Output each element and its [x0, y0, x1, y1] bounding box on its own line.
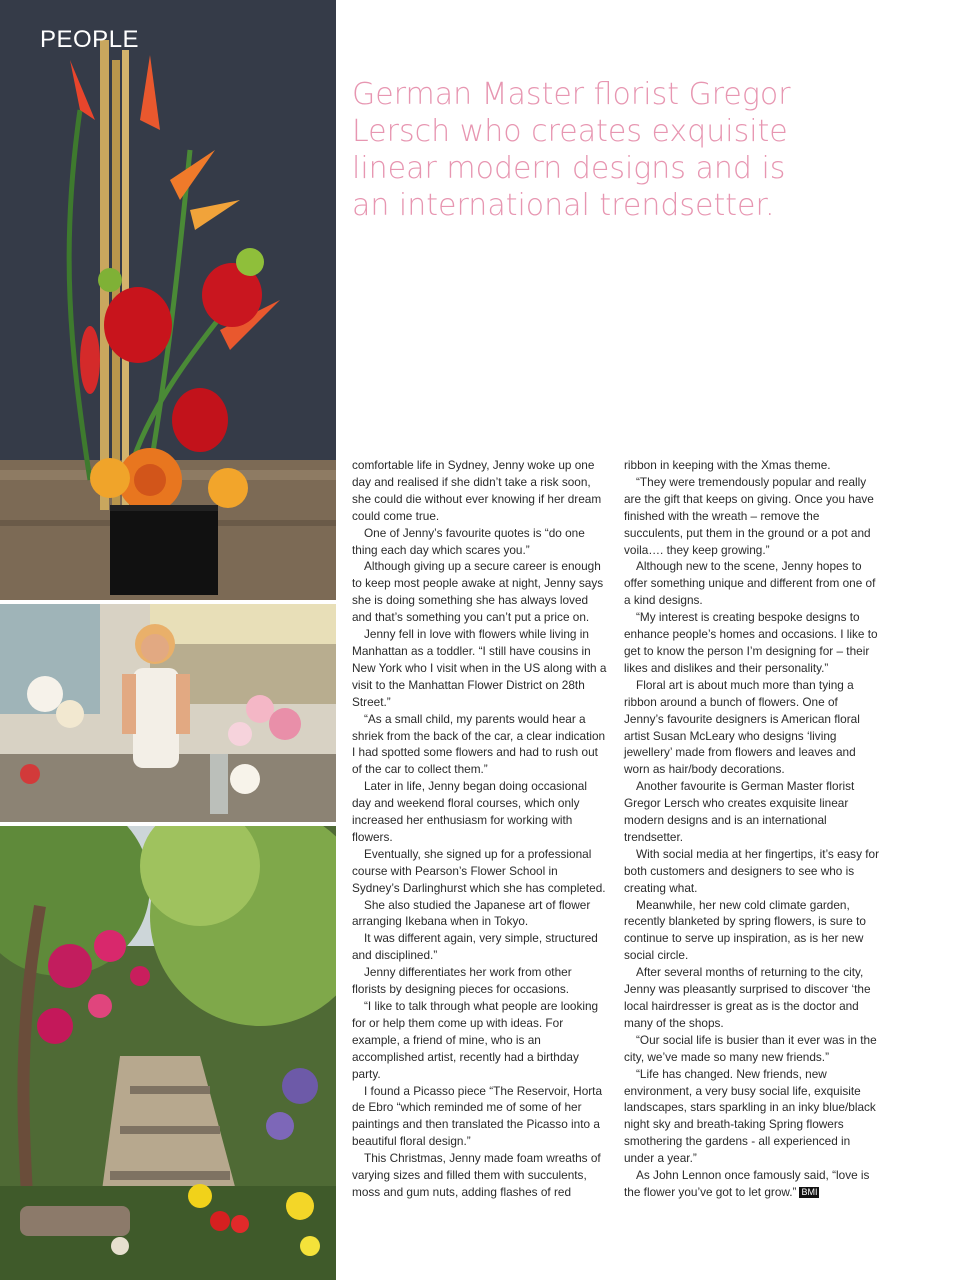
paragraph-final-text: As John Lennon once famously said, “love is the flower you’ve got to let grow.” [624, 1168, 870, 1199]
paragraph: After several months of returning to the city, Jenny was pleasantly surprised to discover ‘the local hairdresser is great as is the doctor and many of the shops. [624, 965, 871, 1030]
photo-spring-garden [0, 826, 336, 1280]
pull-quote: German Master florist Gregor Lersch who creates exquisite linear modern designs and is an international trendsetter. [352, 77, 791, 223]
paragraph: “Our social life is busier than it ever was in the city, we’ve made so many new friends.” [624, 1032, 877, 1064]
paragraph: ribbon in keeping with the Xmas theme. [624, 458, 831, 472]
paragraph: Although new to the scene, Jenny hopes to offer something unique and different from one of a kind designs. [624, 559, 876, 608]
paragraph: “I like to talk through what people are looking for or help them come up with ideas. For example, a friend of mine, who is an accomplished artist, recently had a birthday party. [352, 999, 599, 1081]
photo-column [0, 0, 336, 1280]
section-label: PEOPLE [40, 26, 140, 53]
paragraph: Jenny fell in love with flowers while living in Manhattan as a toddler. “I still have cousins in New York who I visit when in the US along with a visit to the Manhattan Flower District on 28th Street.” [352, 627, 607, 709]
photo-jenny-kitchen [0, 604, 336, 822]
paragraph: She also studied the Japanese art of flower arranging Ikebana when in Tokyo. [352, 897, 591, 929]
paragraph: Although giving up a secure career is enough to keep most people awake at night, Jenny says she is doing something she has always loved and that’s something you can’t put a price on. [352, 559, 604, 625]
paragraph: I found a Picasso piece “The Reservoir, Horta de Ebro “which reminded me of some of her paintings and then translated the Picasso into a beautiful floral design.” [352, 1083, 603, 1149]
paragraph: “My interest is creating bespoke designs to enhance people’s homes and occasions. I like to get to know the person I’m designing for – their likes and dislikes and their personality.” [624, 610, 878, 675]
photo-tropical-arrangement [0, 0, 336, 600]
paragraph: Meanwhile, her new cold climate garden, recently blanketed by spring flowers, is sure to continue to serve up inspiration, as is her new social circle. [624, 897, 866, 963]
paragraph: Later in life, Jenny began doing occasional day and weekend floral courses, which only increased her enthusiasm for working with flowers. [352, 779, 587, 844]
paragraph: Floral art is about much more than tying a ribbon around a bunch of flowers. One of Jenny’s favourite designers is American floral artist Susan McLeary who designs ‘living jewellery’ made from flowers and leaves and worn as hair/body decorations. [624, 677, 860, 777]
paragraph: “They were tremendously popular and really are the gift that keeps on giving. Once you have finished with the wreath – remove the succulents, put them in the ground or a pot and voila…. they keep growing.” [624, 474, 874, 557]
paragraph: comfortable life in Sydney, Jenny woke up one day and realised if she didn’t take a risk soon, she could die without ever knowing if her dream could come true. [352, 458, 602, 523]
paragraph: This Christmas, Jenny made foam wreaths of varying sizes and filled them with succulents, moss and gum nuts, adding flashes of red [352, 1151, 601, 1199]
article-column-left [352, 457, 608, 1201]
article-column-right [624, 457, 880, 1201]
paragraph: It was different again, very simple, structured and disciplined.” [352, 931, 598, 963]
paragraph-final [624, 1167, 880, 1201]
paragraph: Eventually, she signed up for a professional course with Pearson’s Flower School in Sydney’s Darlinghurst which she has completed. [352, 846, 606, 895]
end-mark-logo: BMI [801, 1186, 818, 1197]
paragraph: Another favourite is German Master florist Gregor Lersch who creates exquisite linear modern designs and is an international trendsetter. [624, 779, 855, 844]
paragraph: “As a small child, my parents would hear a shriek from the back of the car, a clear indication I had spotted some flowers and had to rush out of the car to collect them.” [352, 711, 606, 777]
paragraph: Jenny differentiates her work from other florists by designing pieces for occasions. [352, 965, 572, 997]
paragraph: With social media at her fingertips, it’s easy for both customers and designers to see who is creating what. [624, 846, 880, 895]
paragraph: “Life has changed. New friends, new environment, a very busy social life, exquisite landscapes, stars sparkling in an inky blue/black night sky and breath-taking Spring flowers smothering the gardens - all experienced in under a year.” [624, 1066, 876, 1166]
paragraph: One of Jenny’s favourite quotes is “do one thing each day which scares you.” [352, 525, 585, 557]
